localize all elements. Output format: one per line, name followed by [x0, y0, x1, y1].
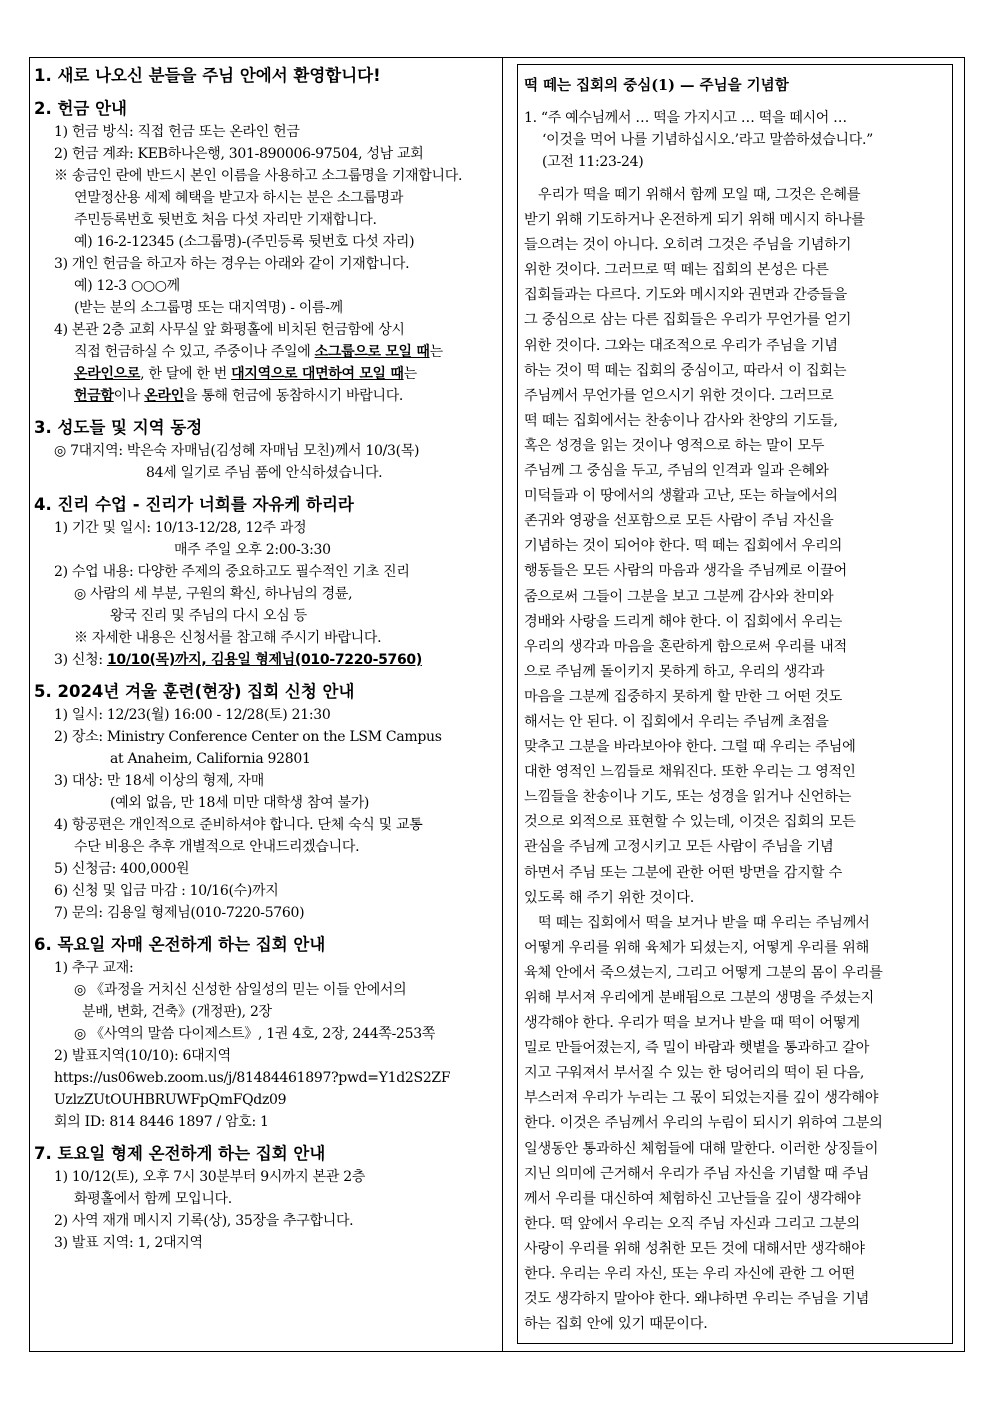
- meeting-line: 분배, 변화, 건축》(개정판), 2장: [82, 1004, 272, 1020]
- paragraph-line: 어떻게 우리를 위해 육체가 되셨는지, 어떻게 우리를 위해: [524, 939, 870, 956]
- spacer: [524, 173, 946, 183]
- text-span: 이나: [113, 388, 145, 404]
- text-span: 3) 신청:: [54, 652, 107, 668]
- section-3-news: [34, 416, 506, 484]
- training-line: at Anaheim, California 92801: [110, 751, 311, 767]
- section-2-offering: [34, 97, 506, 407]
- paragraph-line: 느낌들을 찬송이나 기도, 또는 성경을 읽거나 신언하는: [524, 789, 852, 806]
- message-column: [517, 64, 953, 1344]
- announcements-column: [34, 64, 506, 1254]
- offering-line: [34, 341, 506, 363]
- paragraph-line: 미덕들과 이 땅에서의 생활과 고난, 또는 하늘에서의: [524, 488, 838, 505]
- paragraph-line: 마음을 그분께 집중하지 못하게 할 만한 그 어떤 것도: [524, 688, 843, 705]
- text-span: 을 통해 헌금에 동참하시기 바랍니다.: [183, 388, 404, 404]
- section-6-sisters-meeting: [34, 933, 506, 1133]
- emphasis-text: 온라인으로: [74, 366, 141, 382]
- paragraph-line: 행동들은 모든 사람의 마음과 생각을 주님께로 이끌어: [524, 563, 847, 580]
- paragraph-line: 주님께서 무언가를 얻으시기 위한 것이다. 그러므로: [524, 387, 834, 404]
- paragraph-line: 위해 부서져 우리에게 분배됨으로 그분의 생명을 주셨는지: [524, 990, 874, 1006]
- text-span: 는: [429, 344, 443, 360]
- paragraph-line: 그 중심으로 삼는 다른 집회들은 우리가 무언가를 얻기: [524, 312, 852, 329]
- training-line: 7) 문의: 김용일 형제님(010-7220-5760): [54, 905, 305, 921]
- paragraph-line: 주님께 그 중심을 두고, 주님의 인격과 일과 은혜와: [524, 463, 829, 480]
- text-span: 는: [403, 366, 417, 382]
- training-line: 3) 대상: 만 18세 이상의 형제, 자매: [54, 773, 264, 789]
- offering-line: [34, 363, 506, 385]
- paragraph-line: 육체 안에서 죽으셨는지, 그리고 어떻게 그분의 몸이 우리를: [524, 964, 883, 981]
- paragraph-line: 위한 것이다. 그와는 대조적으로 우리가 주님을 기념: [524, 337, 838, 354]
- offering-line: 예) 16-2-12345 (소그룹명)-(주민등록 뒷번호 다섯 자리): [74, 234, 415, 250]
- meeting-line: 1) 추구 교재:: [54, 960, 134, 976]
- training-line: 5) 신청금: 400,000원: [54, 861, 190, 877]
- quote-line: ‘이것을 먹어 나를 기념하십시오.’라고 말씀하셨습니다.”: [542, 132, 873, 148]
- paragraph-line: 떡 떼는 집회에서 떡을 보거나 받을 때 우리는 주님께서: [524, 914, 870, 931]
- training-line: 수단 비용은 추후 개별적으로 안내드리겠습니다.: [74, 839, 360, 855]
- class-line: 2) 수업 내용: 다양한 주제의 중요하고도 필수적인 기초 진리: [54, 564, 410, 580]
- meeting-id: 회의 ID: 814 8446 1897 / 암호: 1: [54, 1114, 269, 1130]
- section-5-winter-training: [34, 680, 506, 924]
- paragraph-line: 경배와 사랑을 드리게 해야 한다. 이 집회에서 우리는: [524, 613, 843, 630]
- class-line: [34, 649, 506, 671]
- bulletin-frame: [29, 57, 965, 1352]
- meeting-line: 2) 사역 재개 메시지 기록(상), 35장을 추구합니다.: [54, 1213, 354, 1229]
- offering-line: (받는 분의 소그룹명 또는 대지역명) - 이름-께: [74, 300, 343, 316]
- news-line: 84세 일기로 주님 품에 안식하셨습니다.: [146, 465, 383, 481]
- offering-line: 2) 헌금 계좌: KEB하나은행, 301-890006-97504, 성남 교회: [54, 146, 424, 162]
- paragraph-line: 것도 생각하지 말아야 한다. 왜냐하면 우리는 주님을 기념: [524, 1291, 870, 1308]
- training-line: 6) 신청 및 입금 마감 : 10/16(수)까지: [54, 883, 279, 899]
- section-2-title: 2. 헌금 안내: [34, 99, 127, 118]
- paragraph-line: 으로 주님께 돌이키지 못하게 하고, 우리의 생각과: [524, 663, 825, 680]
- meeting-line: ◎ 《사역의 말씀 다이제스트》, 1권 4호, 2장, 244쪽-253쪽: [74, 1026, 436, 1042]
- message-title: 떡 떼는 집회의 중심(1) — 주님을 기념함: [524, 77, 789, 94]
- meeting-line: ◎ 《과정을 거치신 신성한 삼일성의 믿는 이들 안에서의: [74, 982, 407, 998]
- offering-line: 연말정산용 세제 혜택을 받고자 하시는 분은 소그룹명과: [74, 190, 404, 206]
- quote-line: (고전 11:23-24): [542, 154, 644, 170]
- paragraph-line: 맞추고 그분을 바라보아야 한다. 그럴 때 우리는 주님에: [524, 739, 856, 756]
- section-3-title: 3. 성도들 및 지역 동정: [34, 418, 203, 437]
- class-line: ◎ 사람의 세 부분, 구원의 확신, 하나님의 경륜,: [74, 586, 353, 602]
- emphasis-text: 10/10(목)까지, 김용일 형제님(010-7220-5760): [106, 652, 422, 668]
- paragraph-line: 한다. 떡 앞에서 우리는 오직 주님 자신과 그리고 그분의: [524, 1215, 860, 1232]
- emphasis-text: 온라인: [144, 388, 184, 404]
- paragraph-line: 일생동안 통과하신 체험들에 대해 말한다. 이러한 상징들이: [524, 1140, 879, 1157]
- class-line: 매주 주일 오후 2:00-3:30: [174, 542, 331, 558]
- paragraph-line: 한다. 이것은 주님께서 우리의 누림이 되시기 위하여 그분의: [524, 1115, 883, 1132]
- class-line: 왕국 진리 및 주님의 다시 오심 등: [110, 608, 307, 624]
- section-1-title: 1. 새로 나오신 분들을 주님 안에서 환영합니다!: [34, 66, 381, 85]
- emphasis-text: 소그룹으로 모일 때: [314, 344, 430, 360]
- paragraph-line: 위한 것이다. 그러므로 떡 떼는 집회의 본성은 다른: [524, 262, 829, 279]
- section-4-truth-class: [34, 493, 506, 671]
- news-line: ◎ 7대지역: 박은숙 자매님(김성혜 자매님 모친)께서 10/3(목): [54, 443, 420, 459]
- paragraph-line: 관심을 주님께 고정시키고 모든 사람이 주님을 기념: [524, 839, 834, 856]
- text-span: 직접 헌금하실 수 있고, 주중이나 주일에: [74, 344, 315, 360]
- section-4-title: 4. 진리 수업 - 진리가 너희를 자유케 하리라: [34, 495, 354, 514]
- paragraph-line: 줌으로써 그들이 그분을 보고 그분께 감사와 찬미와: [524, 588, 834, 605]
- paragraph-line: 사랑이 우리를 위해 성취한 모든 것에 대해서만 생각해야: [524, 1240, 865, 1257]
- paragraph-line: 존귀와 영광을 선포함으로 모든 사람이 주님 자신을: [524, 513, 834, 530]
- paragraph-line: 떡 떼는 집회에서는 찬송이나 감사와 찬양의 기도들,: [524, 412, 838, 429]
- meeting-line: 화평홀에서 함께 모입니다.: [74, 1191, 232, 1207]
- paragraph-line: 생각해야 한다. 우리가 떡을 보거나 받을 때 떡이 어떻게: [524, 1015, 860, 1032]
- zoom-link[interactable]: UzlzZUtOUHBRUWFpQmFQdz09: [54, 1092, 287, 1108]
- offering-line: 4) 본관 2층 교회 사무실 앞 화평홀에 비치된 헌금함에 상시: [54, 322, 405, 338]
- paragraph-line: 혹은 성경을 읽는 것이나 영적으로 하는 말이 모두: [524, 437, 825, 454]
- paragraph-line: 대한 영적인 느낌들로 채워진다. 또한 우리는 그 영적인: [524, 764, 856, 781]
- paragraph-line: 우리의 생각과 마음을 혼란하게 함으로써 우리를 내적: [524, 638, 847, 655]
- offering-line: 주민등록번호 뒷번호 처음 다섯 자리만 기재합니다.: [74, 212, 377, 228]
- meeting-line: 3) 발표 지역: 1, 2대지역: [54, 1235, 203, 1251]
- offering-line: 예) 12-3 ○○○께: [74, 278, 180, 294]
- zoom-link[interactable]: https://us06web.zoom.us/j/81484461897?pwd=Y1d2S2ZF: [54, 1070, 451, 1086]
- paragraph-line: 들으려는 것이 아니다. 오히려 그것은 주님을 기념하기: [524, 237, 852, 254]
- paragraph-line: 집회들과는 다르다. 기도와 메시지와 권면과 간증들을: [524, 287, 847, 304]
- paragraph-line: 있도록 해 주기 위한 것이다.: [524, 889, 695, 906]
- offering-line: [34, 385, 506, 407]
- class-line: ※ 자세한 내용은 신청서를 참고해 주시기 바랍니다.: [74, 630, 382, 646]
- training-line: 1) 일시: 12/23(월) 16:00 - 12/28(토) 21:30: [54, 707, 331, 723]
- section-6-title: 6. 목요일 자매 온전하게 하는 집회 안내: [34, 935, 326, 954]
- training-line: 4) 항공편은 개인적으로 준비하셔야 합니다. 단체 숙식 및 교통: [54, 817, 423, 833]
- paragraph-line: 께서 우리를 대신하여 체험하신 고난들을 깊이 생각해야: [524, 1190, 861, 1207]
- section-7-title: 7. 토요일 형제 온전하게 하는 집회 안내: [34, 1144, 326, 1163]
- message-paragraph-2: [524, 911, 946, 1338]
- training-line: 2) 장소: Ministry Conference Center on the LSM Campus: [54, 729, 442, 745]
- paragraph-line: 지고 구워져서 부서질 수 있는 한 덩어리의 떡이 된 다음,: [524, 1065, 865, 1082]
- paragraph-line: 해서는 안 된다. 이 집회에서 우리는 주님께 초점을: [524, 713, 829, 730]
- meeting-line: 2) 발표지역(10/10): 6대지역: [54, 1048, 231, 1064]
- paragraph-line: 지닌 의미에 근거해서 우리가 주님 자신을 기념할 때 주님: [524, 1165, 870, 1182]
- offering-line: ※ 송금인 란에 반드시 본인 이름을 사용하고 소그룹명을 기재합니다.: [54, 168, 463, 184]
- offering-line: 1) 헌금 방식: 직접 헌금 또는 온라인 헌금: [54, 124, 300, 140]
- offering-line: 3) 개인 헌금을 하고자 하는 경우는 아래와 같이 기재합니다.: [54, 256, 410, 272]
- text-span: , 한 달에 한 번: [140, 366, 232, 382]
- section-7-brothers-meeting: [34, 1142, 506, 1254]
- paragraph-line: 하는 것이 떡 떼는 집회의 중심이고, 따라서 이 집회는: [524, 362, 847, 379]
- paragraph-line: 것으로 외적으로 표현할 수 있는데, 이것은 집회의 모든: [524, 814, 856, 831]
- paragraph-line: 우리가 떡을 떼기 위해서 함께 모일 때, 그것은 은혜를: [524, 187, 861, 203]
- meeting-line: 1) 10/12(토), 오후 7시 30분부터 9시까지 본관 2층: [54, 1169, 366, 1185]
- paragraph-line: 받기 위해 기도하거나 온전하게 되기 위해 메시지 하나를: [524, 212, 865, 229]
- paragraph-line: 하는 집회 안에 있기 때문이다.: [524, 1316, 708, 1333]
- quote-line: 1. “주 예수님께서 … 떡을 가지시고 … 떡을 떼시어 …: [524, 110, 847, 126]
- class-line: 1) 기간 및 일시: 10/13-12/28, 12주 과정: [54, 520, 307, 536]
- paragraph-line: 한다. 우리는 우리 자신, 또는 우리 자신에 관한 그 어떤: [524, 1266, 856, 1283]
- paragraph-line: 기념하는 것이 되어야 한다. 떡 떼는 집회에서 우리의: [524, 538, 843, 555]
- message-paragraph-1: [524, 183, 946, 911]
- scripture-quote: [524, 107, 946, 173]
- emphasis-text: 헌금함: [74, 388, 114, 404]
- paragraph-line: 밀로 만들어졌는지, 즉 밀이 바람과 햇볕을 통과하고 갈아: [524, 1040, 870, 1057]
- section-5-title: 5. 2024년 겨울 훈련(현장) 집회 신청 안내: [34, 682, 355, 701]
- training-line: (예외 없음, 만 18세 미만 대학생 참여 불가): [110, 795, 370, 811]
- emphasis-text: 대지역으로 대면하여 모일 때: [231, 366, 404, 382]
- paragraph-line: 하면서 주님 또는 그분에 관한 어떤 방면을 감지할 수: [524, 864, 843, 881]
- paragraph-line: 부스러져 우리가 누리는 그 몫이 되었는지를 깊이 생각해야: [524, 1090, 879, 1107]
